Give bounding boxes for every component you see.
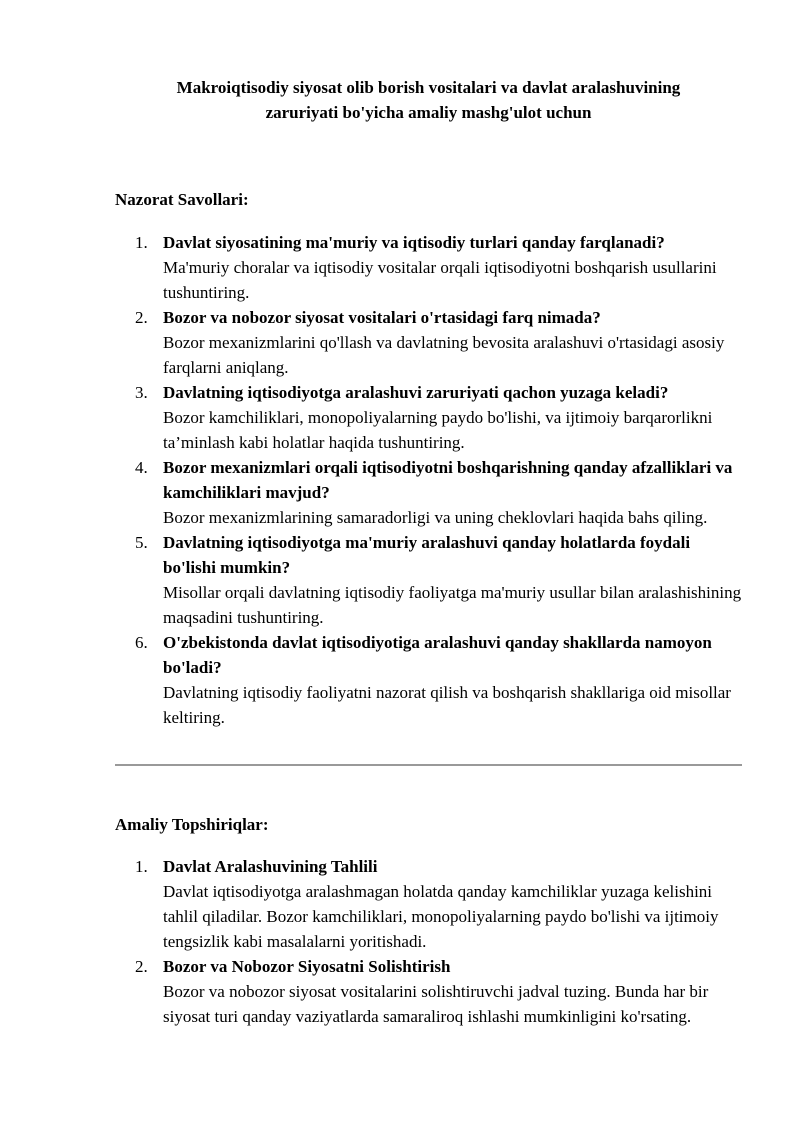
title-line-2: zaruriyati bo'yicha amaliy mashg'ulot uchun — [265, 103, 592, 122]
item-description: Misollar orqali davlatning iqtisodiy faoliyatga ma'muriy usullar bilan aralashishining maqsadini tushuntiring. — [163, 583, 742, 627]
item-description: Bozor va nobozor siyosat vositalarini solishtiruvchi jadval tuzing. Bunda har bir siyosat turi qanday vaziyatlarda samaraliroq ishlashi mumkinligini ko'rsating. — [163, 982, 709, 1026]
list-item — [115, 455, 745, 530]
item-number: 2. — [135, 957, 148, 976]
list-item — [115, 530, 745, 630]
item-number: 1. — [135, 857, 148, 876]
item-question: Davlatning iqtisodiyotga ma'muriy aralashuvi qanday holatlarda foydali bo'lishi mumkin? — [163, 533, 691, 577]
list-item — [115, 954, 745, 1029]
item-title: Davlat Aralashuvining Tahlili — [163, 857, 378, 876]
item-number: 4. — [135, 458, 148, 477]
item-description: Ma'muriy choralar va iqtisodiy vositalar orqali iqtisodiyotni boshqarish usullarini tushuntiring. — [163, 258, 717, 302]
item-question: Bozor va nobozor siyosat vositalari o'rtasidagi farq nimada? — [163, 308, 601, 327]
item-number: 2. — [135, 308, 148, 327]
list-item — [115, 380, 745, 455]
item-question: O'zbekistonda davlat iqtisodiyotiga aralashuvi qanday shakllarda namoyon bo'ladi? — [163, 633, 712, 677]
item-number: 1. — [135, 233, 148, 252]
item-number: 6. — [135, 633, 148, 652]
list-item — [115, 630, 745, 730]
list-item — [115, 230, 745, 305]
list-item — [115, 305, 745, 380]
item-question: Bozor mexanizmlari orqali iqtisodiyotni boshqarishning qanday afzalliklari va kamchiliklari mavjud? — [163, 458, 733, 502]
item-description: Bozor mexanizmlarining samaradorligi va uning cheklovlari haqida bahs qiling. — [163, 508, 708, 527]
item-title: Bozor va Nobozor Siyosatni Solishtirish — [163, 957, 451, 976]
list-item — [115, 854, 745, 954]
item-number: 3. — [135, 383, 148, 402]
item-description: Bozor kamchiliklari, monopoliyalarning paydo bo'lishi, va ijtimoiy barqarorlikni ta’minlash kabi holatlar haqida tushuntiring. — [163, 408, 713, 452]
title-line-1: Makroiqtisodiy siyosat olib borish vositalari va davlat aralashuvining — [176, 78, 681, 97]
item-question: Davlat siyosatining ma'muriy va iqtisodiy turlari qanday farqlanadi? — [163, 233, 665, 252]
item-description: Davlatning iqtisodiy faoliyatni nazorat qilish va boshqarish shakllariga oid misollar keltiring. — [163, 683, 731, 727]
section-heading-nazorat: Nazorat Savollari: — [115, 190, 249, 209]
section-heading-amaliy: Amaliy Topshiriqlar: — [115, 815, 269, 834]
section-divider — [115, 764, 742, 766]
item-number: 5. — [135, 533, 148, 552]
item-question: Davlatning iqtisodiyotga aralashuvi zaruriyati qachon yuzaga keladi? — [163, 383, 669, 402]
document-title — [115, 75, 742, 125]
control-questions-list — [115, 230, 745, 730]
item-description: Davlat iqtisodiyotga aralashmagan holatda qanday kamchiliklar yuzaga kelishini tahlil qiladilar. Bozor kamchiliklari, monopoliyalarning paydo bo'lishi va ijtimoiy tengsizlik kabi masalalarni yoritishadi. — [163, 882, 719, 951]
practical-tasks-list — [115, 854, 745, 1029]
item-description: Bozor mexanizmlarini qo'llash va davlatning bevosita aralashuvi o'rtasidagi asosiy farqlarni aniqlang. — [163, 333, 725, 377]
